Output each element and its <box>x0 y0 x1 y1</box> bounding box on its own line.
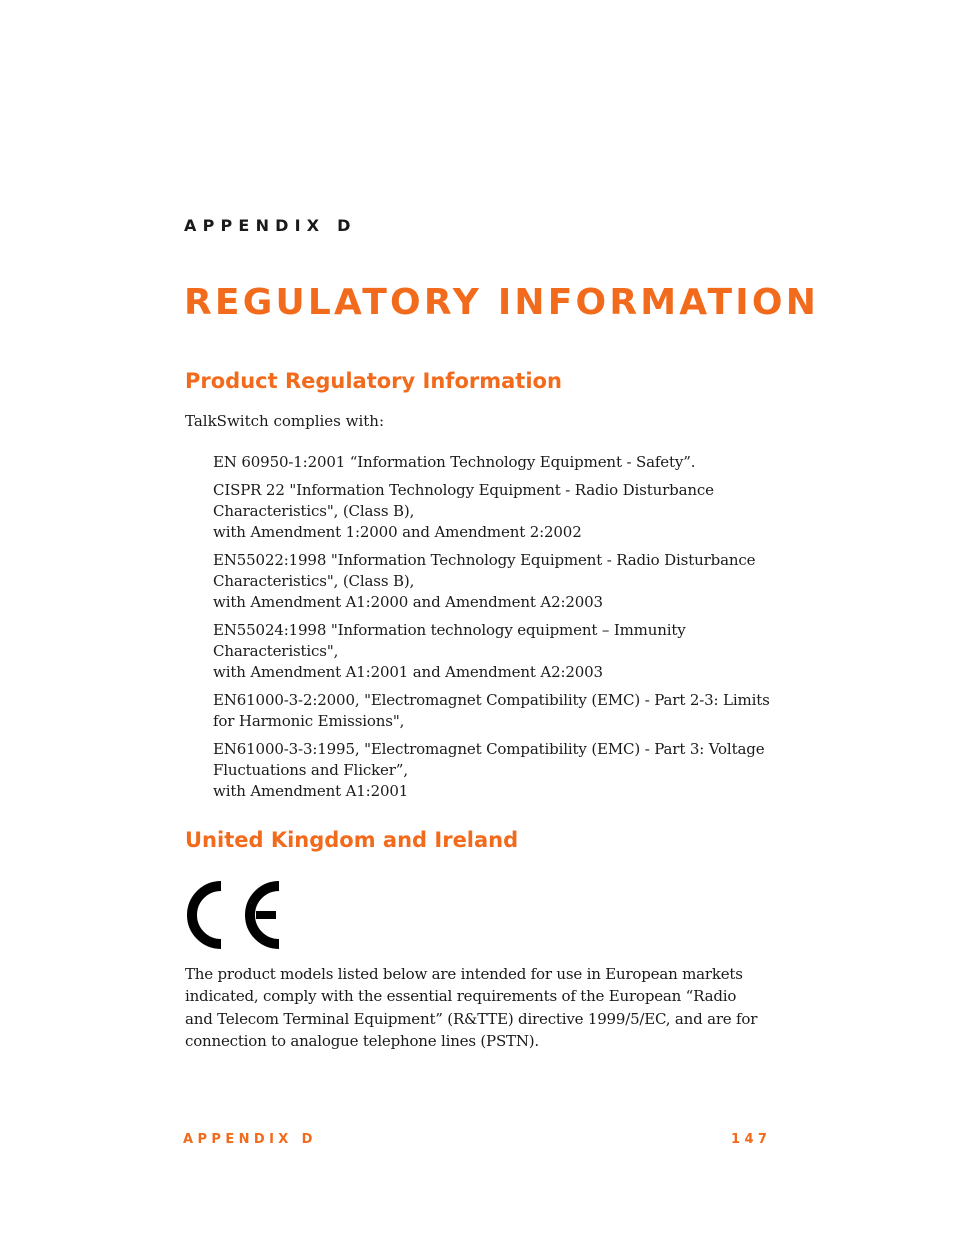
uk-paragraph <box>185 963 775 1053</box>
standards-list <box>213 452 773 809</box>
standard-line: with Amendment A1:2001 <box>213 782 409 800</box>
standard-line: Characteristics", <box>213 642 339 660</box>
standard-line: for Harmonic Emissions", <box>213 712 405 730</box>
standard-line: with Amendment A1:2000 and Amendment A2:2003 <box>213 593 603 611</box>
page-title: REGULATORY INFORMATION <box>184 282 820 323</box>
standard-item <box>213 550 773 613</box>
standard-line: EN61000-3-2:2000, "Electromagnet Compatibility (EMC) - Part 2-3: Limits <box>213 691 770 709</box>
standard-line: EN 60950-1:2001 “Information Technology Equipment - Safety”. <box>213 453 696 471</box>
paragraph-line: The product models listed below are intended for use in European markets <box>185 965 743 983</box>
section-heading-uk: United Kingdom and Ireland <box>185 828 519 852</box>
standard-line: EN61000-3-3:1995, "Electromagnet Compatibility (EMC) - Part 3: Voltage <box>213 740 765 758</box>
footer-appendix-label: APPENDIX D <box>183 1132 317 1147</box>
paragraph-line: connection to analogue telephone lines (PSTN). <box>185 1032 539 1051</box>
standard-line: CISPR 22 "Information Technology Equipment - Radio Disturbance <box>213 481 714 499</box>
intro-text: TalkSwitch complies with: <box>185 412 385 430</box>
standard-line: EN55024:1998 "Information technology equipment – Immunity <box>213 621 686 639</box>
standard-line: with Amendment A1:2001 and Amendment A2:2003 <box>213 663 603 681</box>
standard-item <box>213 690 773 732</box>
paragraph-line: and Telecom Terminal Equipment” (R&TTE) directive 1999/5/EC, and are for <box>185 1009 758 1028</box>
standard-item <box>213 620 773 683</box>
standard-line: EN55022:1998 "Information Technology Equipment - Radio Disturbance <box>213 551 756 569</box>
paragraph-line: indicated, comply with the essential requirements of the European “Radio <box>185 987 737 1006</box>
standard-line: Characteristics", (Class B), <box>213 502 415 520</box>
standard-line: Characteristics", (Class B), <box>213 572 415 590</box>
footer-page-number: 147 <box>731 1132 772 1147</box>
standard-item <box>213 480 773 543</box>
standard-line: with Amendment 1:2000 and Amendment 2:2002 <box>213 523 582 541</box>
standard-item <box>213 452 773 473</box>
standard-line: Fluctuations and Flicker”, <box>213 761 408 779</box>
appendix-label: APPENDIX D <box>184 216 357 235</box>
section-heading-product: Product Regulatory Information <box>185 369 562 393</box>
standard-item <box>213 739 773 802</box>
ce-mark-icon <box>186 880 286 950</box>
